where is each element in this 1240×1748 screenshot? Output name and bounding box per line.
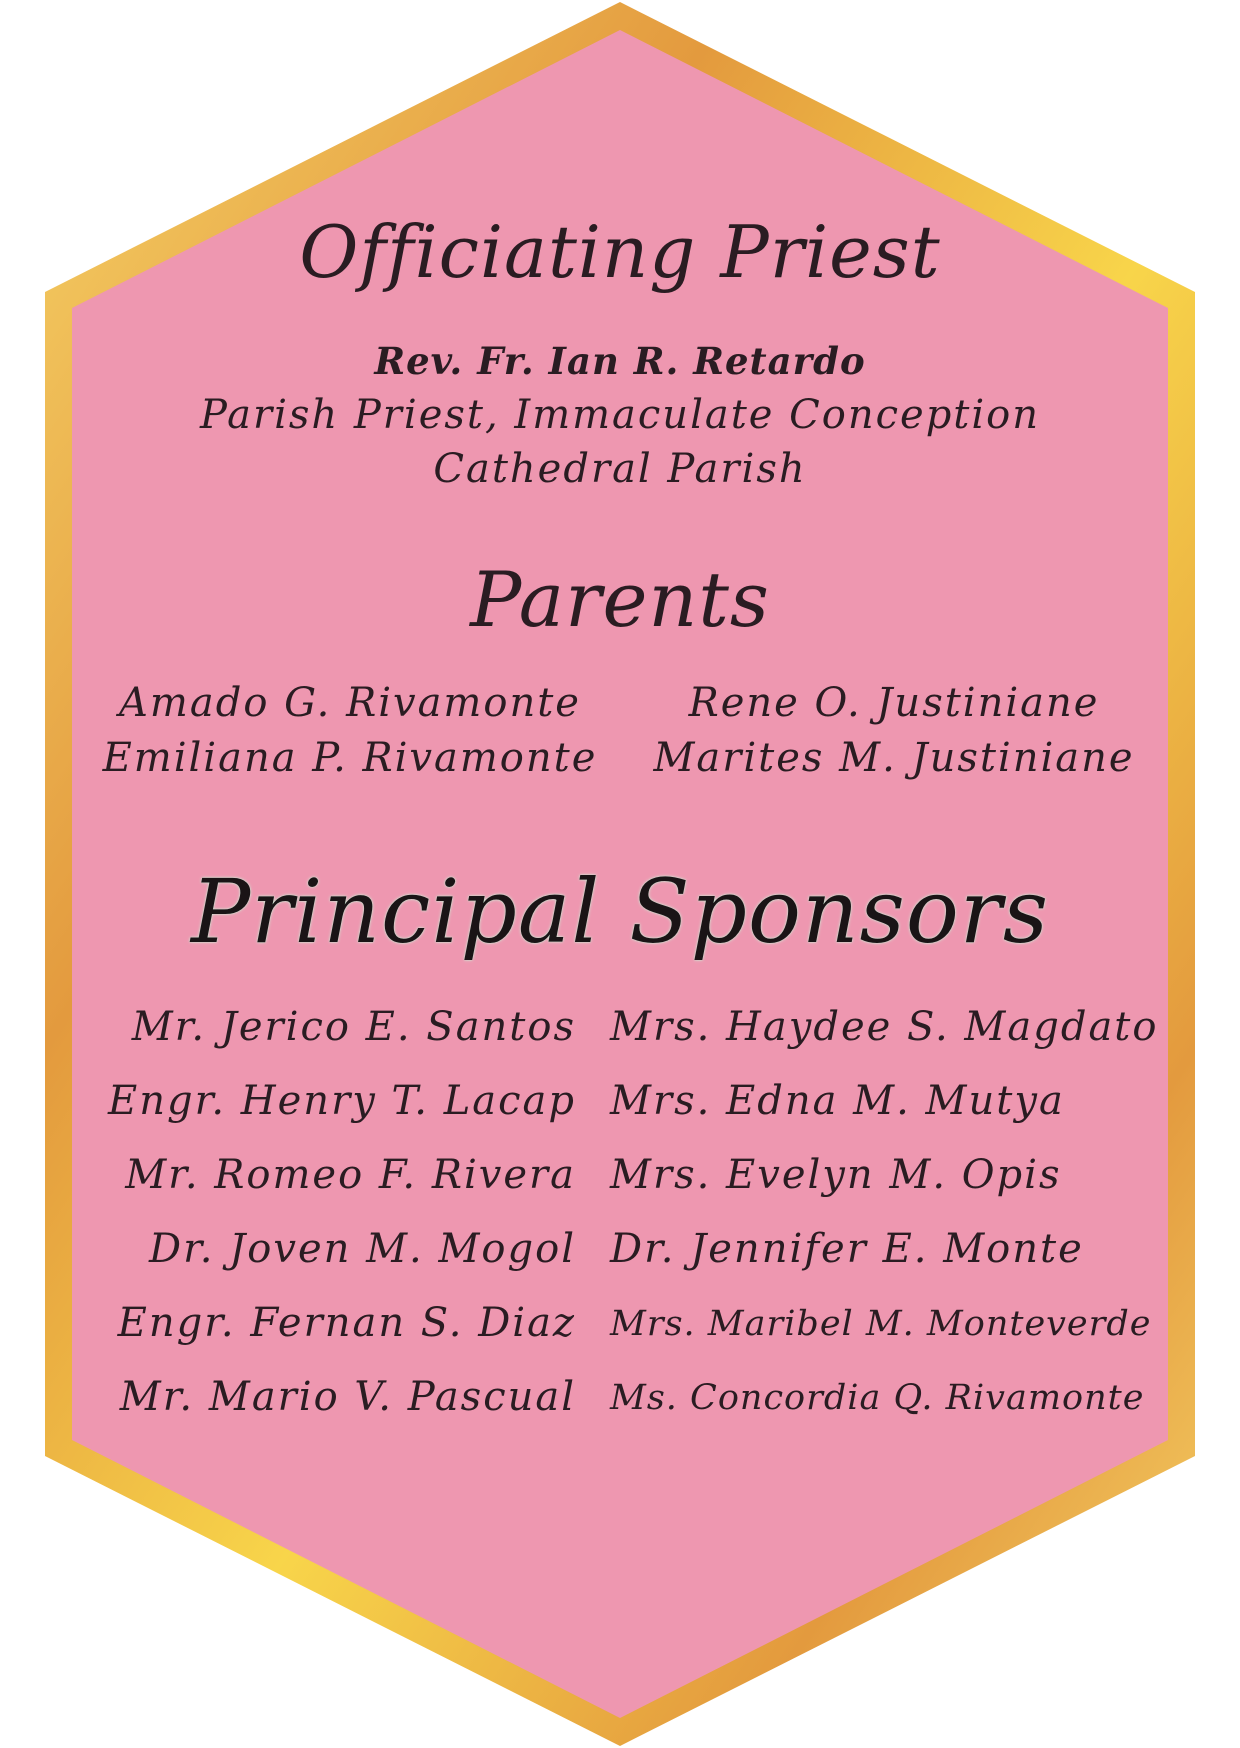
- parents-heading: Parents: [470, 555, 770, 644]
- sponsor-name: Engr. Henry T. Lacap: [108, 1078, 576, 1124]
- parent-name: Emiliana P. Rivamonte: [102, 735, 598, 781]
- bride-parents: [614, 676, 1174, 786]
- sponsor-name: Mrs. Maribel M. Monteverde: [610, 1304, 1152, 1344]
- parent-name: Amado G. Rivamonte: [119, 680, 581, 726]
- parent-name: Rene O. Justiniane: [688, 680, 1100, 726]
- sponsor-name: Dr. Joven M. Mogol: [149, 1226, 576, 1272]
- sponsor-name: Dr. Jennifer E. Monte: [610, 1226, 1084, 1272]
- sponsors-heading: Principal Sponsors: [190, 860, 1050, 963]
- sponsor-name: Mrs. Edna M. Mutya: [610, 1078, 1065, 1124]
- sponsor-name: Mr. Mario V. Pascual: [119, 1374, 576, 1420]
- officiating-heading: Officiating Priest: [299, 210, 941, 294]
- priest-title-line1: Parish Priest, Immaculate Conception: [199, 392, 1041, 438]
- groom-parents: [70, 676, 630, 786]
- priest-block: [0, 334, 1240, 496]
- sponsor-name: Engr. Fernan S. Diaz: [117, 1300, 576, 1346]
- sponsor-name: Ms. Concordia Q. Rivamonte: [610, 1378, 1145, 1418]
- sponsor-name: Mr. Jerico E. Santos: [131, 1004, 576, 1050]
- sponsor-name: Mr. Romeo F. Rivera: [125, 1152, 576, 1198]
- sponsor-name: Mrs. Evelyn M. Opis: [610, 1152, 1062, 1198]
- priest-name: Rev. Fr. Ian R. Retardo: [374, 339, 866, 383]
- sponsor-name: Mrs. Haydee S. Magdato: [610, 1004, 1159, 1050]
- parent-name: Marites M. Justiniane: [653, 735, 1135, 781]
- priest-title-line2: Cathedral Parish: [433, 446, 807, 492]
